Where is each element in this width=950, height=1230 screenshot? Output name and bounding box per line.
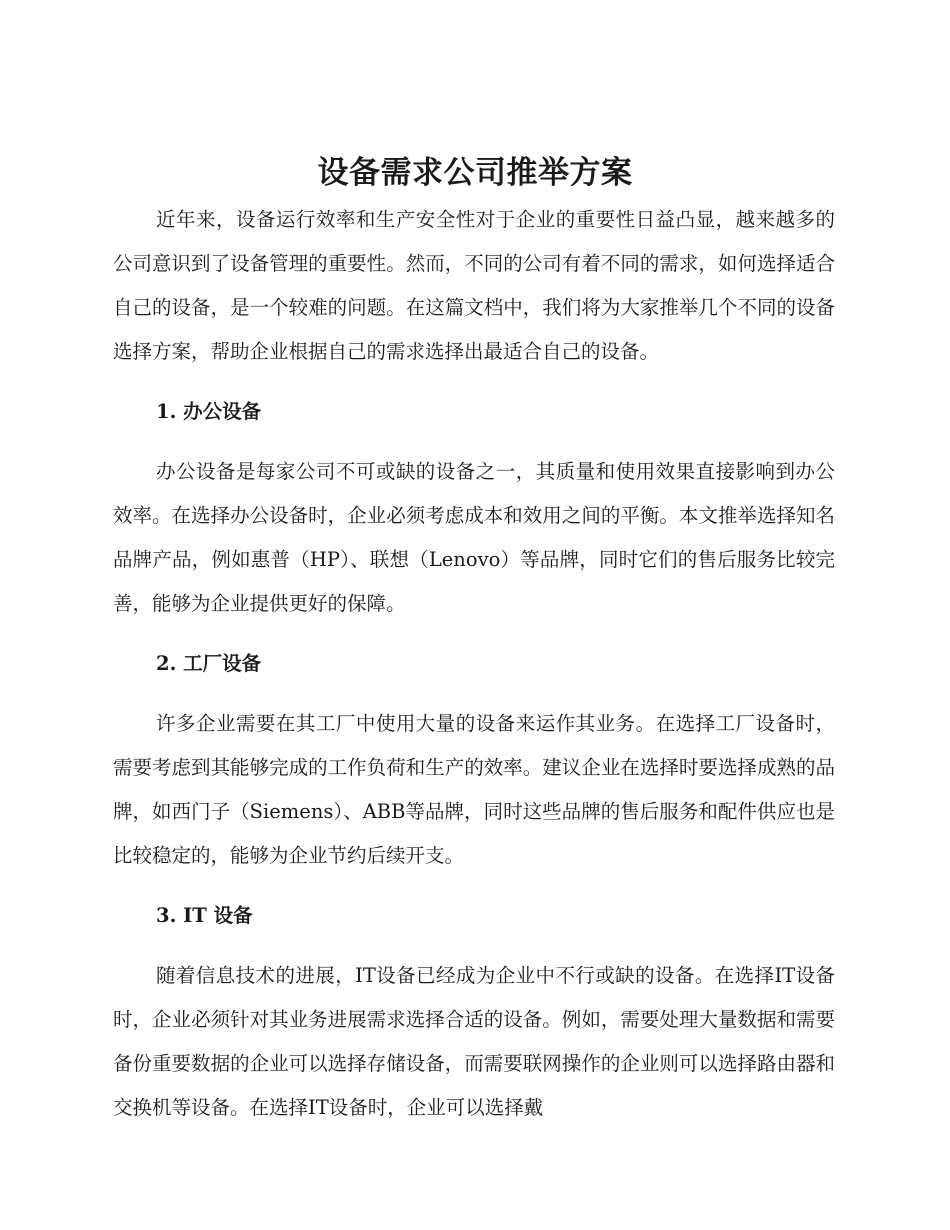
intro-paragraph: 近年来，设备运行效率和生产安全性对于企业的重要性日益凸显，越来越多的公司意识到了设备管理的重要性。然而，不同的公司有着不同的需求，如何选择适合自己的设备，是一个较难的问题。在这篇文档中，我们将为大家推举几个不同的设备选择方案，帮助企业根据自己的需求选择出最适合自己的设备。 [113, 208, 835, 363]
section-paragraph-it: 随着信息技术的进展，IT设备已经成为企业中不行或缺的设备。在选择IT设备时，企业必须针对其业务进展需求选择合适的设备。例如，需要处理大量数据和需要备份重要数据的企业可以选择存储设备，而需要联网操作的企业则可以选择路由器和交换机等设备。在选择IT设备时，企业可以选择戴 [113, 964, 835, 1119]
section-heading-office: 1. 办公设备 [156, 400, 262, 423]
section-paragraph-office: 办公设备是每家公司不可或缺的设备之一，其质量和使用效果直接影响到办公效率。在选择办公设备时，企业必须考虑成本和效用之间的平衡。本文推举选择知名品牌产品，例如惠普（HP）、联想（Lenovo）等品牌，同时它们的售后服务比较完善，能够为企业提供更好的保障。 [113, 460, 835, 615]
section-heading-factory: 2. 工厂设备 [156, 652, 262, 675]
document-title: 设备需求公司推举方案 [317, 155, 633, 191]
section-paragraph-factory: 许多企业需要在其工厂中使用大量的设备来运作其业务。在选择工厂设备时，需要考虑到其能够完成的工作负荷和生产的效率。建议企业在选择时要选择成熟的品牌，如西门子（Siemens）、ABB等品牌，同时这些品牌的售后服务和配件供应也是比较稳定的，能够为企业节约后续开支。 [113, 712, 835, 867]
document-body [113, 198, 835, 1146]
section-heading-it: 3. IT 设备 [156, 904, 253, 927]
